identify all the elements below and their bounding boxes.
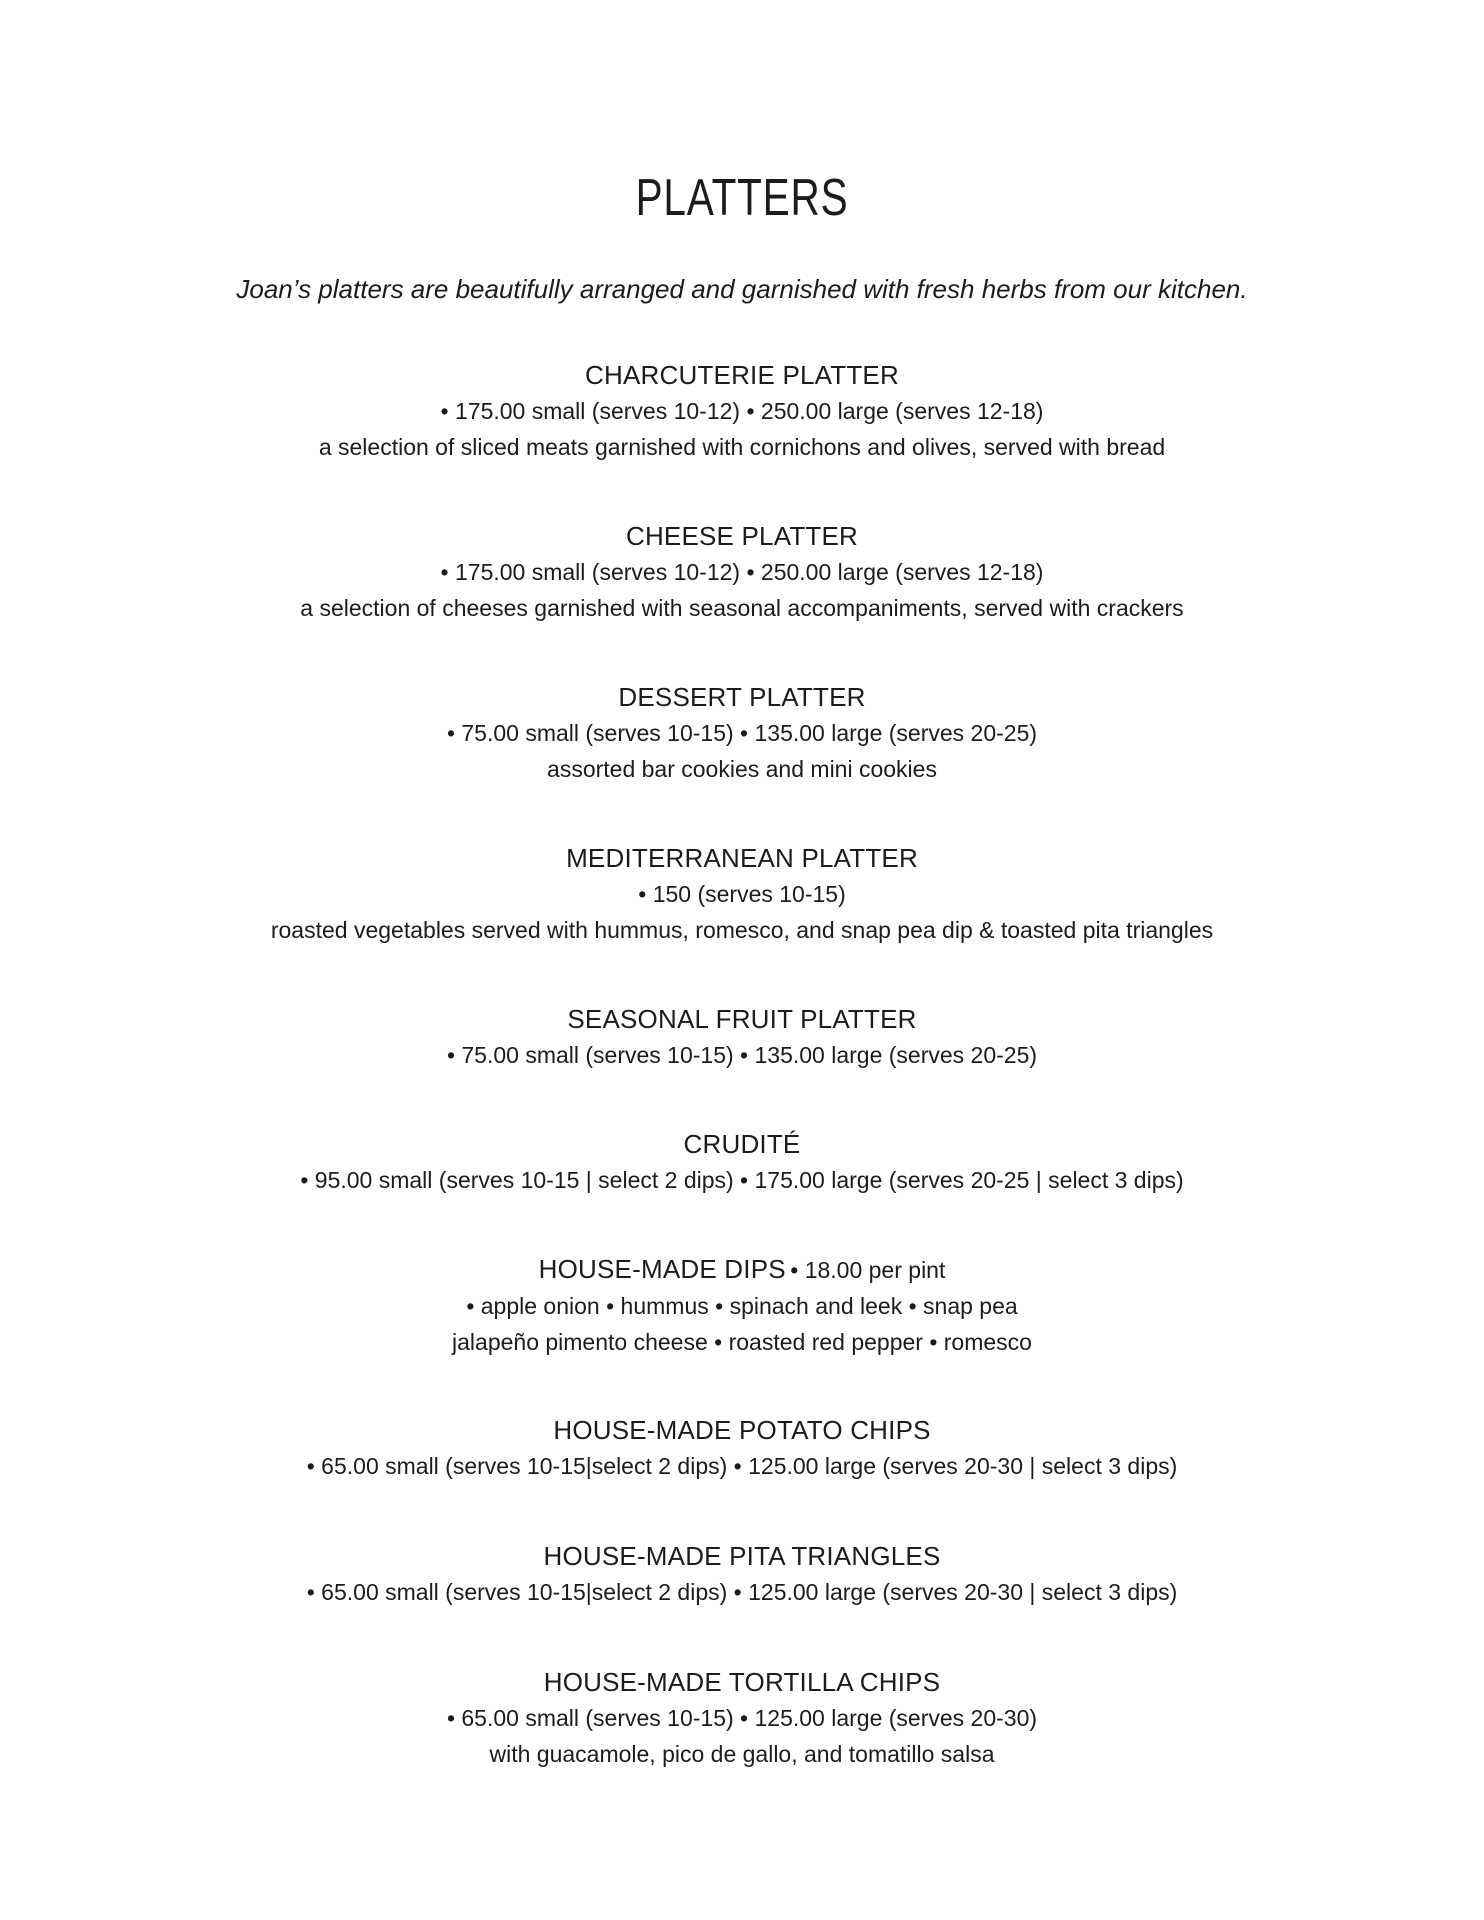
dip-options-line-2: jalapeño pimento cheese • roasted red pepper • romesco [452, 1329, 1032, 1355]
item-price: • 95.00 small (serves 10-15 | select 2 dips) • 175.00 large (serves 20-25 | select 3 dips) [300, 1167, 1184, 1193]
item-price: • 18.00 per pint [790, 1257, 946, 1283]
item-name: DESSERT PLATTER [618, 682, 866, 712]
item-description: a selection of sliced meats garnished with cornichons and olives, served with bread [318, 434, 1166, 460]
item-description: with guacamole, pico de gallo, and tomatillo salsa [489, 1741, 995, 1767]
item-price: • 65.00 small (serves 10-15|select 2 dips) • 125.00 large (serves 20-30 | select 3 dips) [306, 1579, 1178, 1605]
item-price: • 65.00 small (serves 10-15|select 2 dips) • 125.00 large (serves 20-30 | select 3 dips) [306, 1453, 1178, 1479]
item-price: • 75.00 small (serves 10-15) • 135.00 large (serves 20-25) [446, 1042, 1038, 1068]
page-title: PLATTERS [635, 169, 849, 227]
item-name: HOUSE-MADE POTATO CHIPS [553, 1415, 931, 1445]
item-name: HOUSE-MADE DIPS [538, 1254, 786, 1284]
item-price: • 175.00 small (serves 10-12) • 250.00 large (serves 12-18) [440, 398, 1044, 424]
item-description: a selection of cheeses garnished with seasonal accompaniments, served with crackers [300, 595, 1184, 621]
dip-options-line-1: • apple onion • hummus • spinach and leek • snap pea [466, 1293, 1018, 1319]
menu-item-tortilla-chips [0, 1664, 1484, 1772]
item-title-row [0, 1251, 1484, 1288]
menu-item-pita-triangles [0, 1538, 1484, 1610]
menu-item-mediterranean [0, 840, 1484, 948]
item-name: CHARCUTERIE PLATTER [585, 360, 899, 390]
item-name: MEDITERRANEAN PLATTER [566, 843, 918, 873]
menu-item-house-made-dips [0, 1251, 1484, 1360]
menu-item-potato-chips [0, 1412, 1484, 1484]
item-price: • 75.00 small (serves 10-15) • 135.00 large (serves 20-25) [446, 720, 1038, 746]
menu-item-charcuterie [0, 357, 1484, 465]
item-price: • 175.00 small (serves 10-12) • 250.00 large (serves 12-18) [440, 559, 1044, 585]
item-name: HOUSE-MADE PITA TRIANGLES [543, 1541, 941, 1571]
intro-text: Joan’s platters are beautifully arranged and garnished with fresh herbs from our kitchen. [236, 274, 1248, 304]
item-name: CHEESE PLATTER [625, 521, 859, 551]
item-name: SEASONAL FRUIT PLATTER [567, 1004, 917, 1034]
item-price: • 65.00 small (serves 10-15) • 125.00 large (serves 20-30) [446, 1705, 1038, 1731]
menu-item-crudite [0, 1126, 1484, 1198]
menu-item-cheese [0, 518, 1484, 626]
item-description: roasted vegetables served with hummus, romesco, and snap pea dip & toasted pita triangles [270, 917, 1214, 943]
menu-item-dessert [0, 679, 1484, 787]
item-price: • 150 (serves 10-15) [638, 881, 846, 907]
menu-item-seasonal-fruit [0, 1001, 1484, 1073]
item-name: CRUDITÉ [683, 1129, 801, 1159]
item-name: HOUSE-MADE TORTILLA CHIPS [543, 1667, 941, 1697]
item-description: assorted bar cookies and mini cookies [547, 756, 937, 782]
